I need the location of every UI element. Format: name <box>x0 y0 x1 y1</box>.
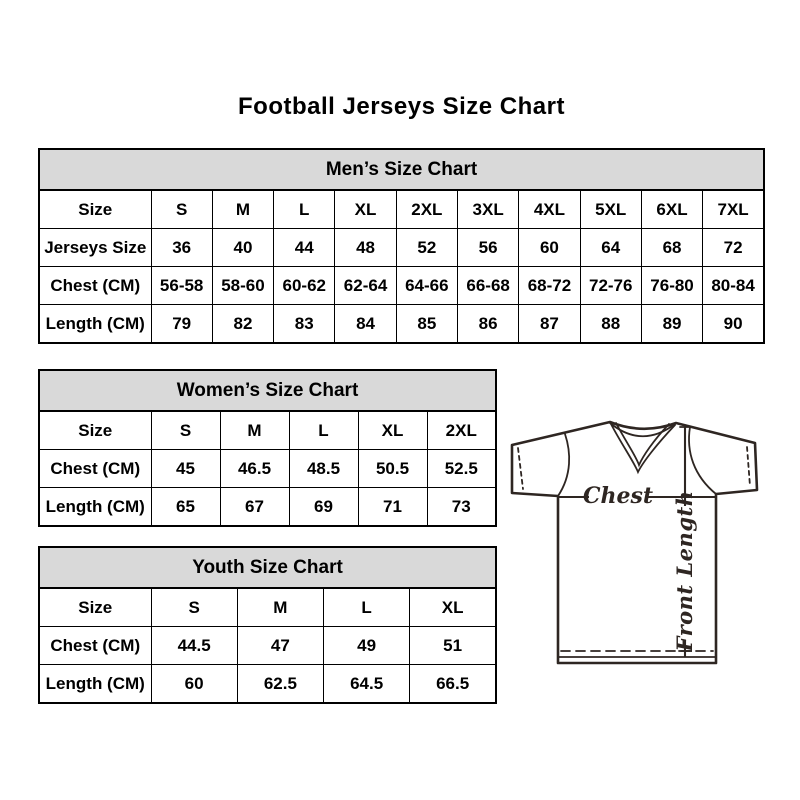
size-cell: 56 <box>457 229 518 267</box>
size-cell: 67 <box>220 488 289 527</box>
jersey-measurement-diagram <box>500 400 772 682</box>
size-cell: 83 <box>274 305 335 344</box>
size-cell: 64 <box>580 229 641 267</box>
size-cell: 4XL <box>519 190 580 229</box>
row-label: Chest (CM) <box>39 450 151 488</box>
table-row <box>39 267 764 305</box>
table-header-row <box>39 370 496 411</box>
size-cell: 85 <box>396 305 457 344</box>
size-cell: S <box>151 588 237 627</box>
table-row <box>39 411 496 450</box>
size-cell: 49 <box>324 627 410 665</box>
size-cell: 89 <box>641 305 702 344</box>
size-cell: 88 <box>580 305 641 344</box>
table-row <box>39 588 496 627</box>
size-cell: 62.5 <box>237 665 323 704</box>
size-cell: 62-64 <box>335 267 396 305</box>
size-cell: 36 <box>151 229 212 267</box>
jersey-outline-shape <box>512 422 757 663</box>
row-label: Jerseys Size <box>39 229 151 267</box>
size-cell: 79 <box>151 305 212 344</box>
youth-size-table <box>38 546 497 704</box>
size-cell: 44 <box>274 229 335 267</box>
row-label: Size <box>39 588 151 627</box>
table-header-row <box>39 149 764 190</box>
row-label: Length (CM) <box>39 305 151 344</box>
row-label: Length (CM) <box>39 665 151 704</box>
table-row <box>39 488 496 527</box>
table-title: Youth Size Chart <box>39 547 496 588</box>
size-cell: 64.5 <box>324 665 410 704</box>
size-cell: 68 <box>641 229 702 267</box>
size-cell: 69 <box>289 488 358 527</box>
mens-size-table <box>38 148 765 344</box>
table-header-row <box>39 547 496 588</box>
size-cell: XL <box>358 411 427 450</box>
size-cell: 90 <box>703 305 764 344</box>
size-cell: 2XL <box>396 190 457 229</box>
size-cell: 87 <box>519 305 580 344</box>
size-cell: 60-62 <box>274 267 335 305</box>
size-cell: 60 <box>151 665 237 704</box>
size-cell: 44.5 <box>151 627 237 665</box>
table-row <box>39 627 496 665</box>
size-cell: 72-76 <box>580 267 641 305</box>
size-cell: 48 <box>335 229 396 267</box>
size-cell: 46.5 <box>220 450 289 488</box>
size-cell: 73 <box>427 488 496 527</box>
size-cell: 68-72 <box>519 267 580 305</box>
size-cell: 66.5 <box>410 665 496 704</box>
size-cell: M <box>220 411 289 450</box>
size-cell: XL <box>335 190 396 229</box>
size-cell: M <box>237 588 323 627</box>
size-cell: 86 <box>457 305 518 344</box>
size-cell: XL <box>410 588 496 627</box>
size-cell: 64-66 <box>396 267 457 305</box>
size-cell: 58-60 <box>212 267 273 305</box>
size-cell: 65 <box>151 488 220 527</box>
chest-measure-label: Chest <box>582 483 654 509</box>
table-row <box>39 665 496 704</box>
size-cell: 6XL <box>641 190 702 229</box>
row-label: Size <box>39 411 151 450</box>
size-cell: 66-68 <box>457 267 518 305</box>
size-cell: 7XL <box>703 190 764 229</box>
size-cell: M <box>212 190 273 229</box>
size-cell: 56-58 <box>151 267 212 305</box>
row-label: Length (CM) <box>39 488 151 527</box>
size-cell: S <box>151 411 220 450</box>
size-cell: 80-84 <box>703 267 764 305</box>
row-label: Size <box>39 190 151 229</box>
size-cell: 60 <box>519 229 580 267</box>
size-cell: L <box>324 588 410 627</box>
size-cell: 84 <box>335 305 396 344</box>
size-cell: 2XL <box>427 411 496 450</box>
page-title: Football Jerseys Size Chart <box>238 93 565 120</box>
size-cell: 47 <box>237 627 323 665</box>
size-cell: 48.5 <box>289 450 358 488</box>
size-cell: 50.5 <box>358 450 427 488</box>
size-cell: 40 <box>212 229 273 267</box>
size-cell: 5XL <box>580 190 641 229</box>
size-cell: 52.5 <box>427 450 496 488</box>
size-cell: S <box>151 190 212 229</box>
row-label: Chest (CM) <box>39 627 151 665</box>
row-label: Chest (CM) <box>39 267 151 305</box>
size-cell: 71 <box>358 488 427 527</box>
size-cell: 52 <box>396 229 457 267</box>
table-row <box>39 450 496 488</box>
size-cell: L <box>274 190 335 229</box>
size-cell: 51 <box>410 627 496 665</box>
size-cell: 82 <box>212 305 273 344</box>
size-cell: L <box>289 411 358 450</box>
size-cell: 3XL <box>457 190 518 229</box>
front-length-measure-label: Front Length <box>672 490 697 652</box>
size-cell: 72 <box>703 229 764 267</box>
size-cell: 45 <box>151 450 220 488</box>
table-title: Men’s Size Chart <box>39 149 764 190</box>
size-cell: 76-80 <box>641 267 702 305</box>
table-row <box>39 305 764 344</box>
womens-size-table <box>38 369 497 527</box>
table-title: Women’s Size Chart <box>39 370 496 411</box>
table-row <box>39 229 764 267</box>
table-row <box>39 190 764 229</box>
